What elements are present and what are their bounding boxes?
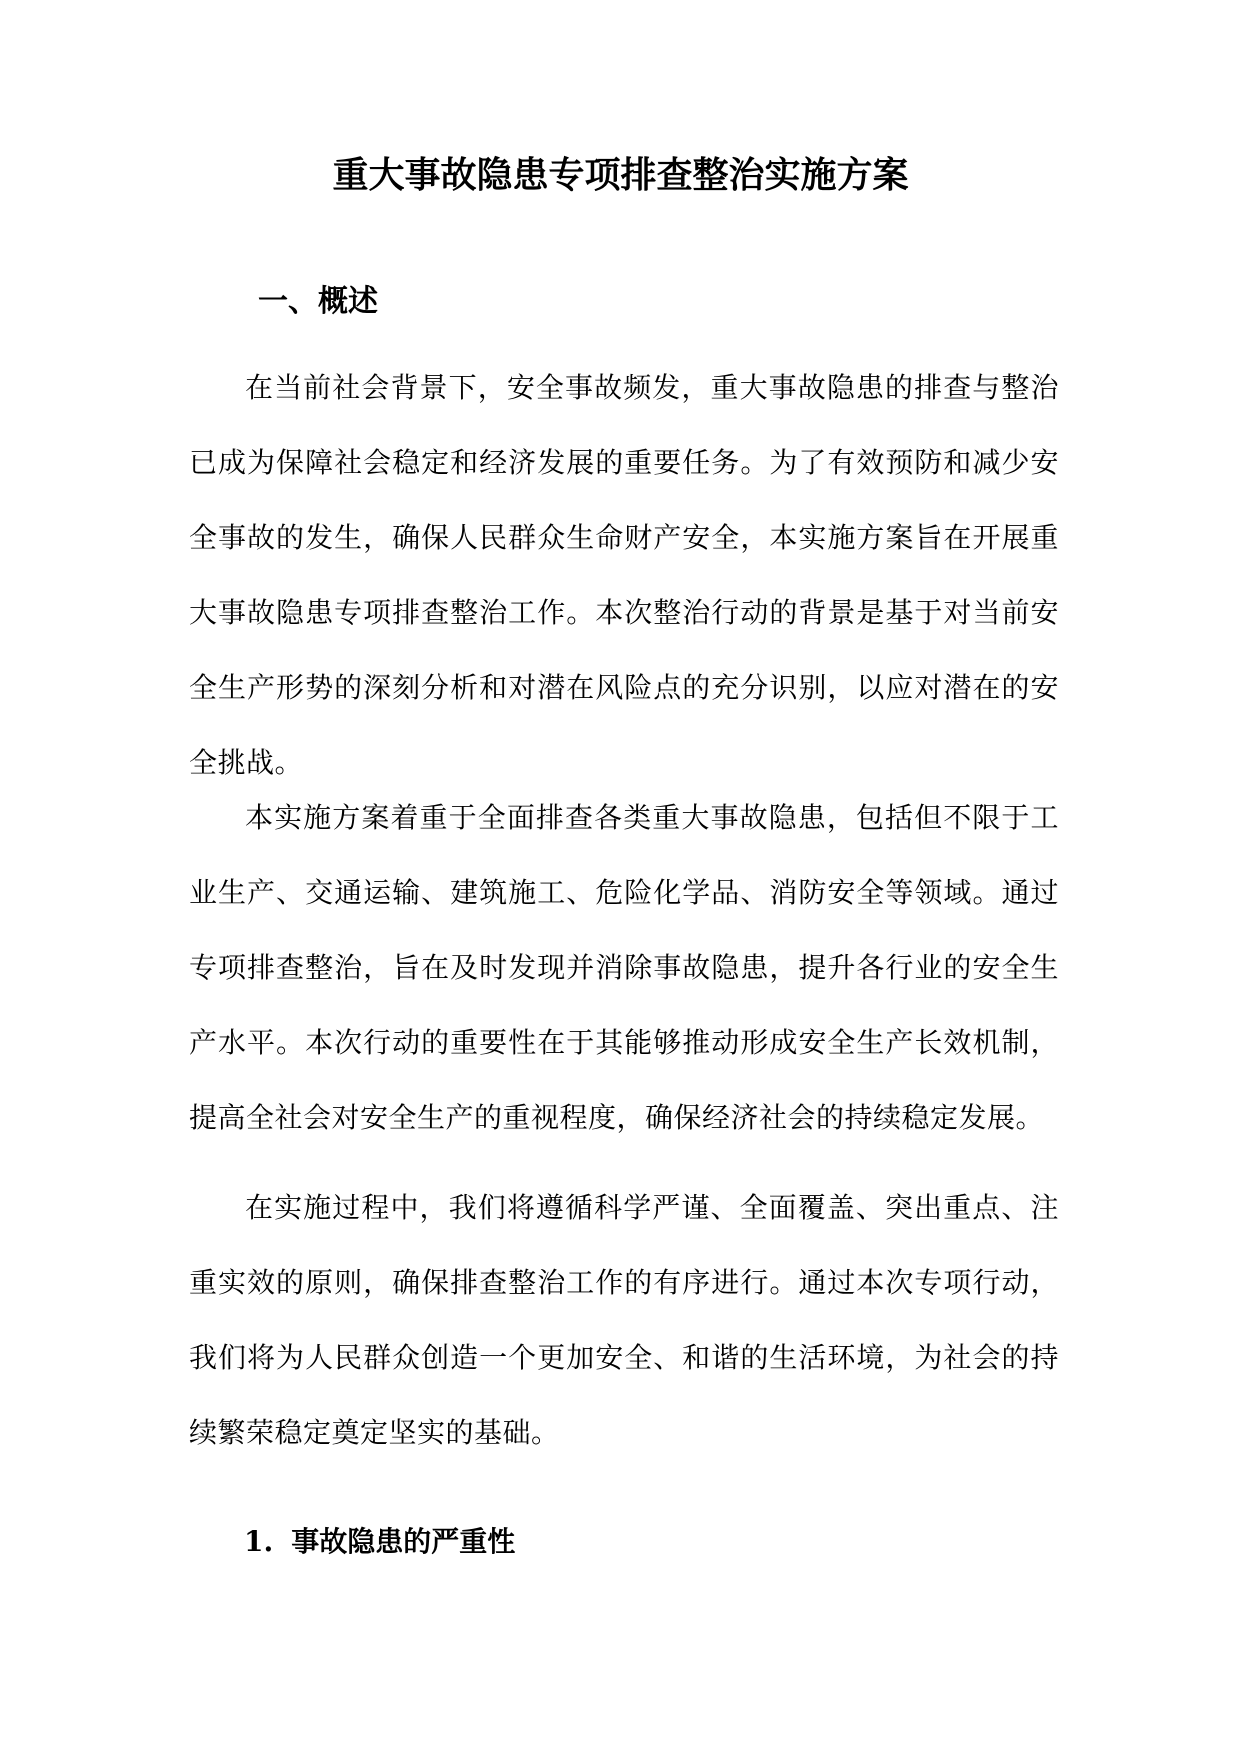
document-title: 重大事故隐患专项排查整治实施方案 <box>332 154 909 196</box>
section-heading-overview: 一、概述 <box>258 284 378 319</box>
paragraph: 在当前社会背景下，安全事故频发，重大事故隐患的排查与整治已成为保障社会稳定和经济发展的重要任务。为了有效预防和减少安全事故的发生，确保人民群众生命财产安全，本实施方案旨在开展重大事故隐患专项排查整治工作。本次整治行动的背景是基于对当前安全生产形势的深刻分析和对潜在风险点的充分识别，以应对潜在的安全挑战。 <box>189 371 1059 779</box>
subheading-number: 1. <box>244 1525 274 1558</box>
subheading-text: 事故隐患的严重性 <box>291 1525 516 1558</box>
paragraph: 在实施过程中，我们将遵循科学严谨、全面覆盖、突出重点、注重实效的原则，确保排查整治工作的有序进行。通过本次专项行动，我们将为人民群众创造一个更加安全、和谐的生活环境，为社会的持续繁荣稳定奠定坚实的基础。 <box>189 1191 1059 1449</box>
paragraph: 本实施方案着重于全面排查各类重大事故隐患，包括但不限于工业生产、交通运输、建筑施工、危险化学品、消防安全等领域。通过专项排查整治，旨在及时发现并消除事故隐患，提升各行业的安全生产水平。本次行动的重要性在于其能够推动形成安全生产长效机制，提高全社会对安全生产的重视程度，确保经济社会的持续稳定发展。 <box>189 801 1059 1134</box>
subheading-severity <box>244 1520 515 1564</box>
